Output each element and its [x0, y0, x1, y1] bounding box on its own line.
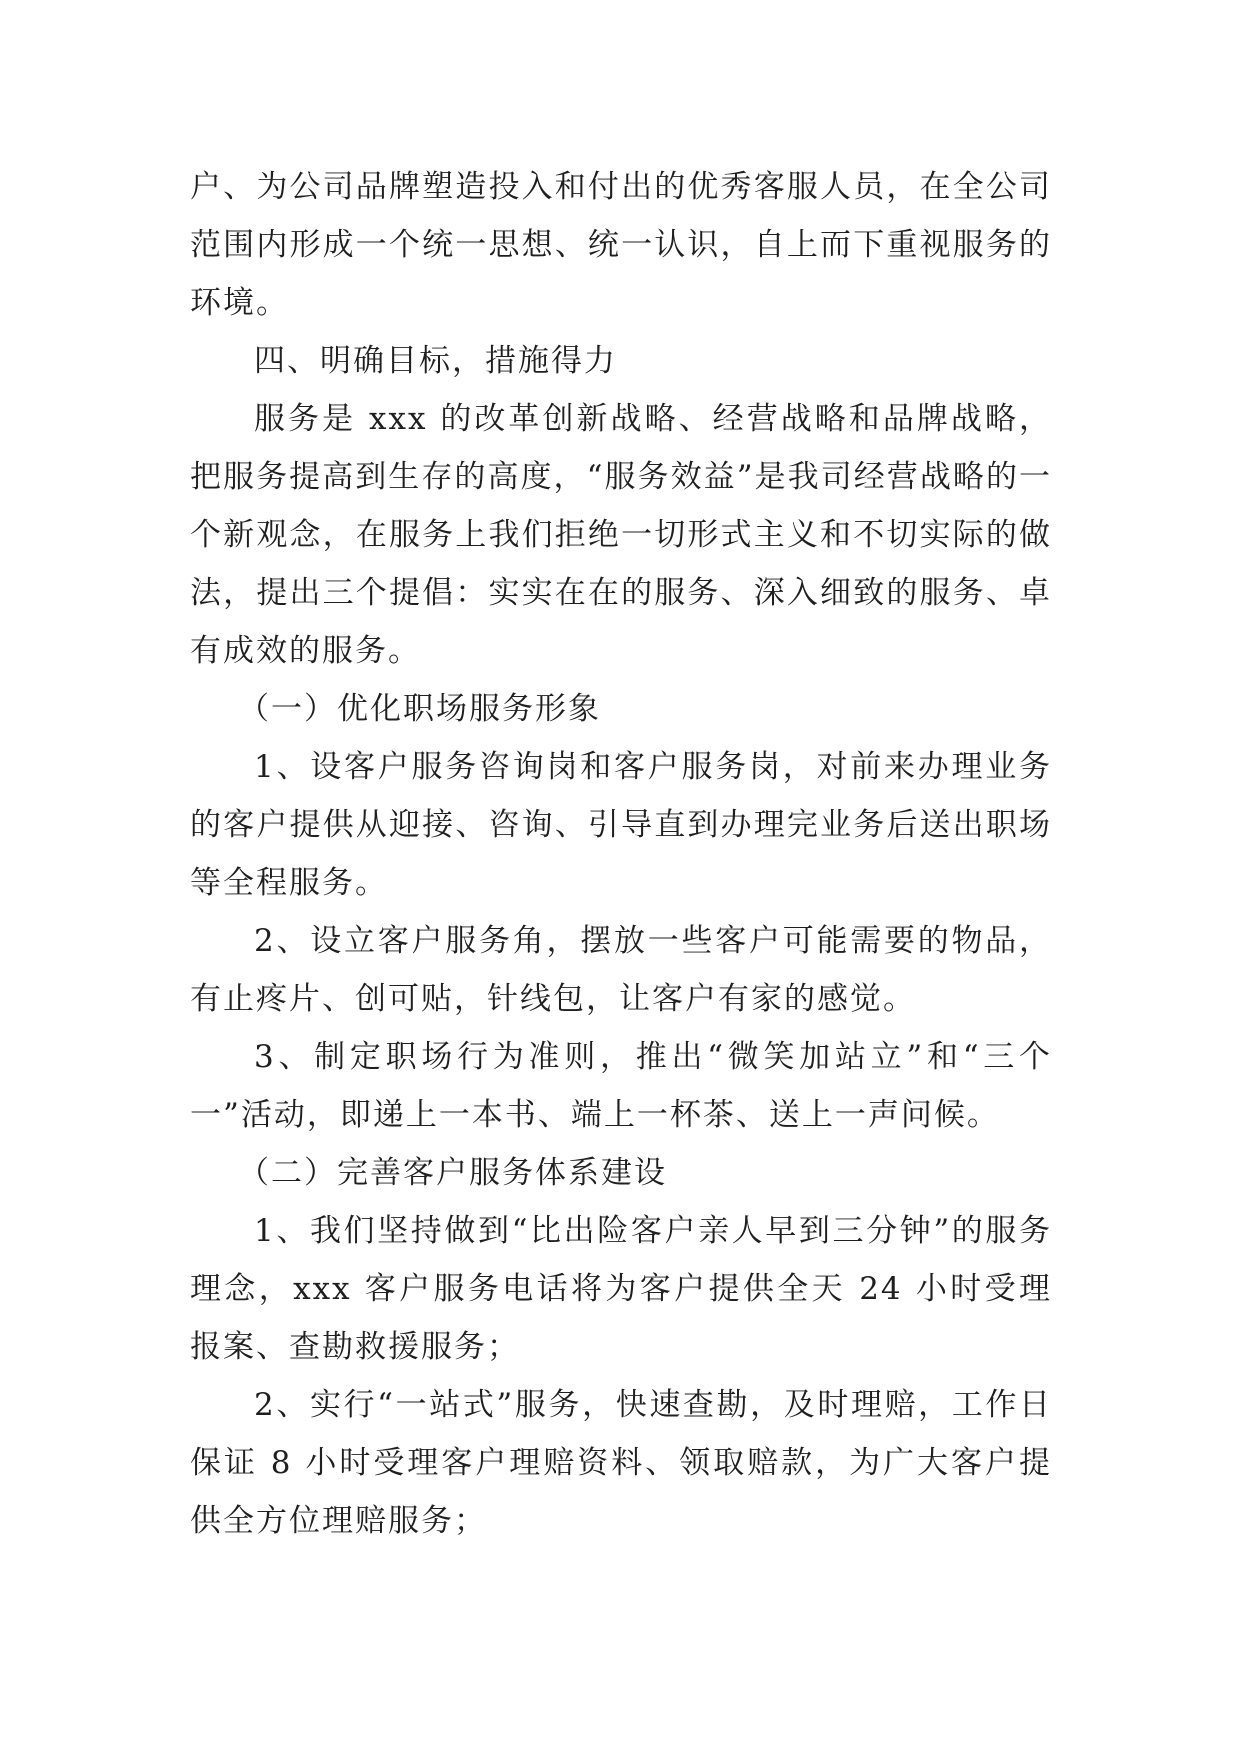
list-item-2-2: 2、实行“一站式”服务，快速查勘，及时理赔，工作日保证 8 小时受理客户理赔资料、领取赔款，为广大客户提供全方位理赔服务；: [190, 1387, 1052, 1539]
subsection-heading-1: （一）优化职场服务形象: [238, 691, 601, 727]
list-item-2-1: 1、我们坚持做到“比出险客户亲人早到三分钟”的服务理念，xxx 客户服务电话将为客户提供全天 24 小时受理报案、查勘救援服务；: [190, 1213, 1052, 1365]
list-item-1-2: 2、设立客户服务角，摆放一些客户可能需要的物品，有止疼片、创可贴，针线包，让客户有家的感觉。: [190, 923, 1052, 1017]
subsection-heading-2: （二）完善客户服务体系建设: [238, 1155, 667, 1191]
paragraph-service-strategy: 服务是 xxx 的改革创新战略、经营战略和品牌战略，把服务提高到生存的高度，“服务效益”是我司经营战略的一个新观念，在服务上我们拒绝一切形式主义和不切实际的做法，提出三个提倡：实实在在的服务、深入细致的服务、卓有成效的服务。: [190, 401, 1052, 669]
list-item-1-3: 3、制定职场行为准则，推出“微笑加站立”和“三个一”活动，即递上一本书、端上一杯茶、送上一声问候。: [190, 1039, 1052, 1133]
document-body: [190, 158, 1052, 1550]
paragraph-continuation: 户、为公司品牌塑造投入和付出的优秀客服人员，在全公司范围内形成一个统一思想、统一认识，自上而下重视服务的环境。: [190, 169, 1052, 321]
list-item-1-1: 1、设客户服务咨询岗和客户服务岗，对前来办理业务的客户提供从迎接、咨询、引导直到办理完业务后送出职场等全程服务。: [190, 749, 1052, 901]
section-heading-4: 四、明确目标，措施得力: [254, 343, 617, 379]
